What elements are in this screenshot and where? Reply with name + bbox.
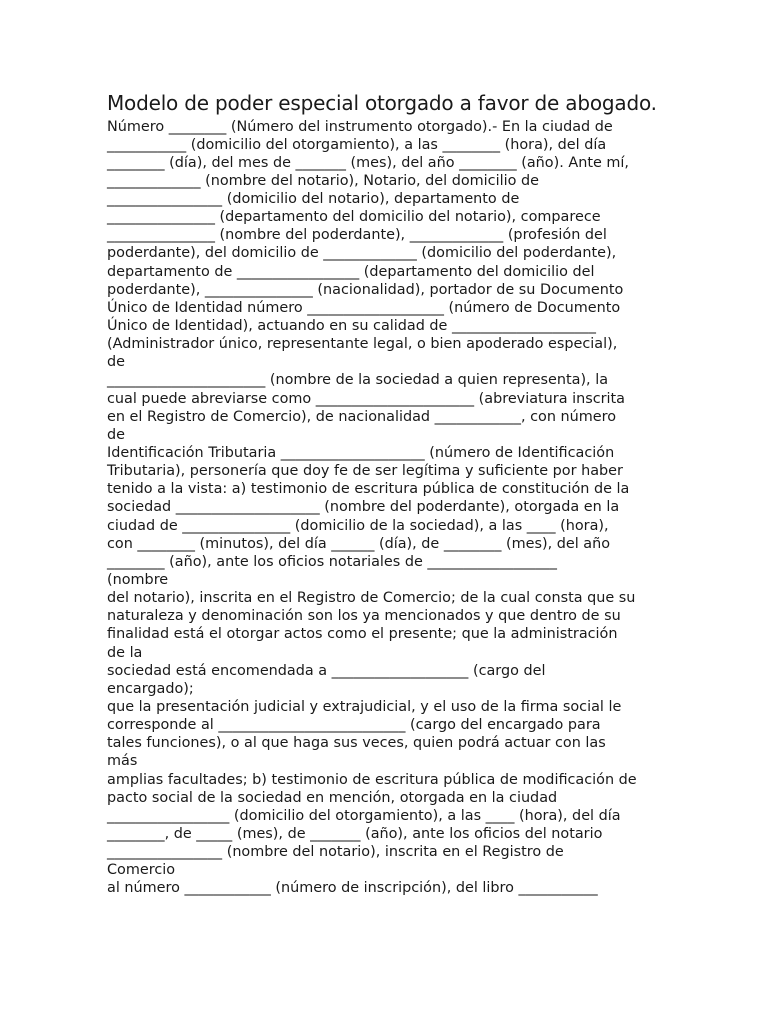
document-line: de <box>107 354 125 371</box>
document-line: ______________________ (nombre de la sociedad a quien representa), la <box>107 372 609 389</box>
document-line: al número ____________ (número de inscripción), del libro ___________ <box>107 880 598 897</box>
document-line: poderdante), _______________ (nacionalidad), portador de su Documento <box>107 281 624 298</box>
document-line: tenido a la vista: a) testimonio de escritura pública de constitución de la <box>107 481 630 498</box>
document-page <box>107 92 667 898</box>
document-line: _______________ (departamento del domicilio del notario), comparece <box>107 209 601 226</box>
document-title: Modelo de poder especial otorgado a favor de abogado. <box>107 91 657 115</box>
document-line: pacto social de la sociedad en mención, otorgada en la ciudad <box>107 789 558 806</box>
document-line: ________, de _____ (mes), de _______ (año), ante los oficios del notario <box>107 825 603 842</box>
document-line: Único de Identidad número ___________________ (número de Documento <box>107 299 621 316</box>
document-line: departamento de _________________ (departamento del domicilio del <box>107 263 595 280</box>
document-line: _________________ (domicilio del otorgamiento), a las ____ (hora), del día <box>107 807 621 824</box>
document-line: del notario), inscrita en el Registro de Comercio; de la cual consta que su <box>107 590 636 607</box>
document-body <box>107 118 667 898</box>
document-line: en el Registro de Comercio), de nacionalidad ____________, con número <box>107 408 617 425</box>
document-line: sociedad está encomendada a ___________________ (cargo del <box>107 662 546 679</box>
document-line: corresponde al __________________________ (cargo del encargado para <box>107 717 601 734</box>
document-line: naturaleza y denominación son los ya mencionados y que dentro de su <box>107 608 621 625</box>
document-line: más <box>107 753 138 770</box>
document-line: amplias facultades; b) testimonio de escritura pública de modificación de <box>107 771 637 788</box>
document-line: ________ (año), ante los oficios notariales de __________________ <box>107 553 557 570</box>
document-line: de la <box>107 644 143 661</box>
document-line: (nombre <box>107 572 169 589</box>
document-line: ________________ (domicilio del notario), departamento de <box>107 191 520 208</box>
document-line: cual puede abreviarse como ______________________ (abreviatura inscrita <box>107 390 625 407</box>
document-line: Comercio <box>107 862 176 879</box>
document-line: poderdante), del domicilio de _____________ (domicilio del poderdante), <box>107 245 617 262</box>
document-line: finalidad está el otorgar actos como el presente; que la administración <box>107 626 618 643</box>
document-line: ________________ (nombre del notario), inscrita en el Registro de <box>107 844 564 861</box>
document-line: ciudad de _______________ (domicilio de la sociedad), a las ____ (hora), <box>107 517 609 534</box>
document-line: que la presentación judicial y extrajudicial, y el uso de la firma social le <box>107 699 622 715</box>
document-line: (Administrador único, representante legal, o bien apoderado especial), <box>107 336 618 353</box>
document-line: Tributaria), personería que doy fe de ser legítima y suficiente por haber <box>107 463 623 480</box>
document-line: ___________ (domicilio del otorgamiento), a las ________ (hora), del día <box>107 136 607 153</box>
document-line: Número ________ (Número del instrumento otorgado).- En la ciudad de <box>107 118 613 135</box>
document-line: ________ (día), del mes de _______ (mes), del año ________ (año). Ante mí, <box>107 154 629 171</box>
document-line: con ________ (minutos), del día ______ (día), de ________ (mes), del año <box>107 535 611 552</box>
document-line: tales funciones), o al que haga sus veces, quien podrá actuar con las <box>107 735 606 752</box>
document-line: sociedad ____________________ (nombre del poderdante), otorgada en la <box>107 499 620 516</box>
document-line: _____________ (nombre del notario), Notario, del domicilio de <box>107 172 539 189</box>
document-line: Único de Identidad), actuando en su calidad de ____________________ <box>107 318 596 335</box>
document-line: de <box>107 426 125 443</box>
document-line: _______________ (nombre del poderdante), _____________ (profesión del <box>107 227 607 244</box>
document-line: Identificación Tributaria ____________________ (número de Identificación <box>107 445 615 462</box>
document-line: encargado); <box>107 680 194 697</box>
